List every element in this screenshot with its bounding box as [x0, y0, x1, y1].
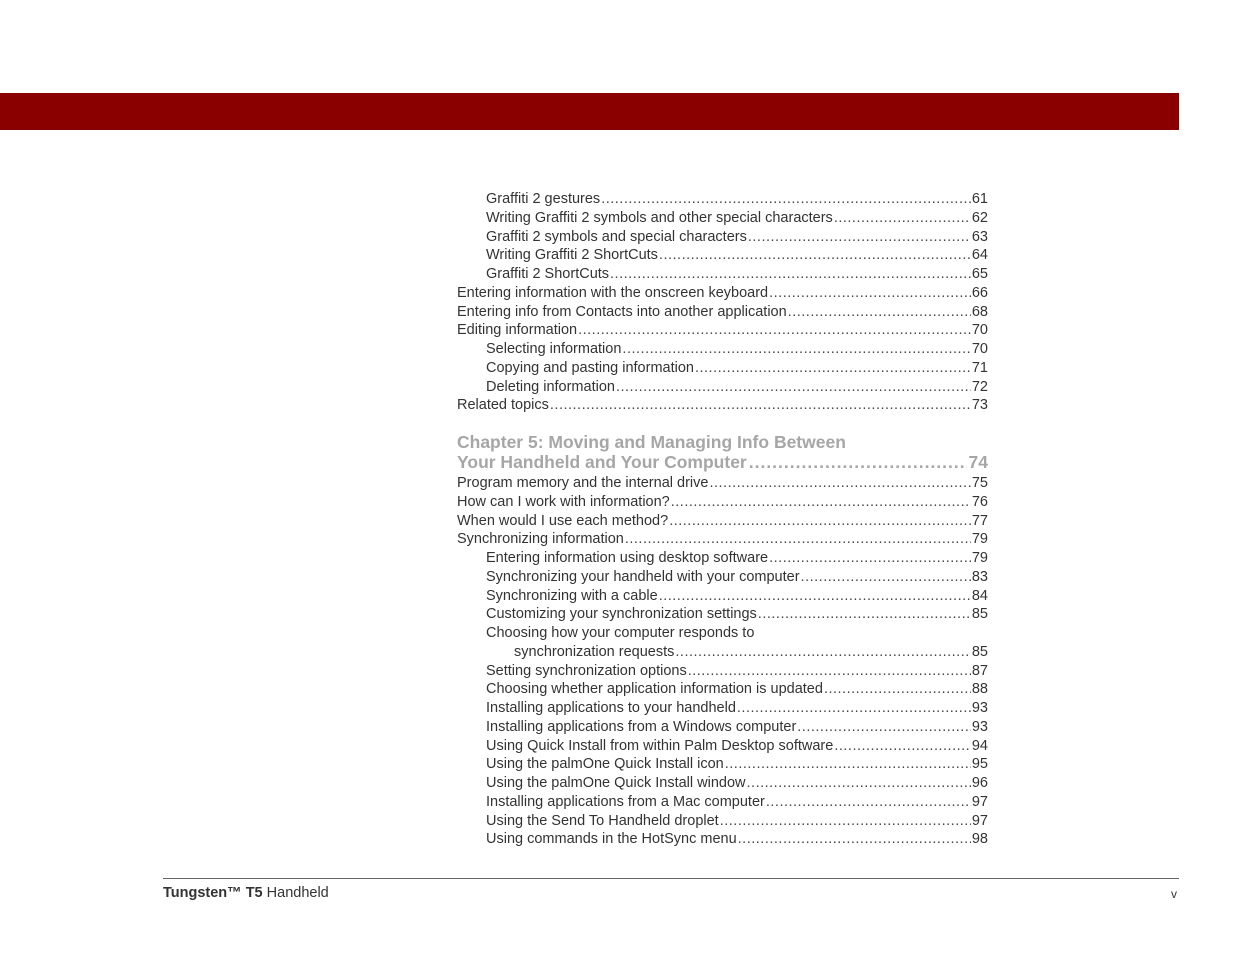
header-band: [0, 93, 1179, 130]
toc-entry[interactable]: [457, 530, 988, 549]
toc-entry-page: 88: [971, 681, 988, 698]
toc-entry[interactable]: [457, 359, 988, 378]
dot-leader: [834, 737, 971, 756]
toc-entry-page: 61: [971, 191, 988, 207]
dot-leader: [601, 190, 971, 209]
dot-leader: [737, 699, 971, 718]
toc-entry[interactable]: [457, 265, 988, 284]
toc-entry-title: Editing information: [457, 322, 578, 339]
toc-entry-title: Using the palmOne Quick Install icon: [486, 756, 724, 773]
chapter-title-line2-text: Your Handheld and Your Computer: [457, 451, 747, 472]
dot-leader: [725, 755, 971, 774]
dot-leader: [695, 359, 971, 378]
dot-leader: [801, 568, 971, 587]
toc-entry[interactable]: [457, 755, 988, 774]
toc-entry-page: 68: [971, 303, 988, 320]
dot-leader: [616, 378, 971, 397]
toc-entry-page: 72: [971, 378, 988, 395]
toc-entry[interactable]: [457, 812, 988, 831]
toc-entry[interactable]: [457, 246, 988, 265]
toc-entry-page: 71: [971, 359, 988, 376]
toc-entry-title: Using the Send To Handheld droplet: [486, 812, 719, 829]
toc-entry-title: Using the palmOne Quick Install window: [486, 775, 746, 791]
toc-section-chapter-4: [457, 190, 988, 415]
toc-entry-title: Customizing your synchronization settings: [486, 606, 757, 623]
toc-entry-page: 70: [971, 341, 988, 357]
toc-entry-title: Writing Graffiti 2 symbols and other special characters: [486, 209, 833, 226]
dot-leader: [824, 680, 971, 699]
toc-entry-title: Setting synchronization options: [486, 662, 687, 679]
toc-entry[interactable]: [457, 549, 988, 568]
toc-entry-title: Copying and pasting information: [486, 359, 694, 376]
toc-entry-title: Related topics: [457, 397, 549, 414]
toc-entry[interactable]: [457, 774, 988, 793]
footer-product-rest: Handheld: [262, 885, 329, 901]
toc-entry-title: Selecting information: [486, 341, 622, 357]
toc-entry-title: Writing Graffiti 2 ShortCuts: [486, 247, 658, 264]
toc-entry[interactable]: [457, 340, 988, 359]
toc-entry[interactable]: [457, 209, 988, 228]
toc-entry-title: Installing applications from a Windows computer: [486, 718, 797, 735]
chapter-title-line2: [457, 453, 988, 473]
toc-entry-page: 77: [971, 512, 988, 529]
toc-entry[interactable]: [457, 643, 988, 662]
dot-leader: [749, 453, 967, 473]
toc-entry-title: Program memory and the internal drive: [457, 475, 709, 491]
toc-entry-title: When would I use each method?: [457, 512, 669, 529]
toc-entry[interactable]: [457, 378, 988, 397]
toc-entry-title: Graffiti 2 ShortCuts: [486, 266, 610, 282]
toc-entry-page: 64: [971, 247, 988, 264]
toc-entry[interactable]: [457, 512, 988, 531]
toc-entry[interactable]: [457, 284, 988, 303]
toc-entry-page: 76: [971, 493, 988, 510]
dot-leader: [769, 549, 971, 568]
dot-leader: [769, 284, 971, 303]
toc-entry-page: 84: [971, 587, 988, 604]
dot-leader: [659, 587, 971, 606]
toc-section-chapter-5: [457, 474, 988, 849]
toc-entry-page: 94: [971, 737, 988, 754]
toc-entry-title: Entering info from Contacts into another application: [457, 303, 787, 320]
dot-leader: [671, 493, 971, 512]
toc-entry[interactable]: [457, 321, 988, 340]
toc-entry-page: 79: [971, 550, 988, 566]
toc-entry[interactable]: [457, 568, 988, 587]
toc-entry-page: 65: [971, 266, 988, 282]
dot-leader: [659, 246, 971, 265]
toc-entry-page: 66: [971, 284, 988, 301]
toc-entry[interactable]: [457, 228, 988, 247]
chapter-page-number: 74: [968, 451, 988, 472]
chapter-title-line1: Chapter 5: Moving and Managing Info Between: [457, 432, 846, 452]
dot-leader: [797, 718, 971, 737]
toc-entry-title: Installing applications to your handheld: [486, 700, 736, 716]
toc-entry-title: Synchronizing information: [457, 531, 624, 548]
dot-leader: [748, 228, 971, 247]
footer-page-number: v: [1171, 887, 1177, 901]
toc-entry-title: Choosing how your computer responds to: [486, 625, 755, 641]
toc-entry-title: Graffiti 2 symbols and special characters: [486, 228, 747, 245]
toc-entry[interactable]: [457, 680, 988, 699]
dot-leader: [738, 830, 971, 849]
toc-entry[interactable]: [457, 793, 988, 812]
toc-entry-page: 83: [971, 568, 988, 585]
toc-entry-page: 62: [971, 209, 988, 226]
toc-entry-page: 98: [971, 831, 988, 848]
chapter-5-heading[interactable]: [457, 433, 988, 472]
dot-leader: [578, 321, 971, 340]
toc-entry[interactable]: [457, 303, 988, 322]
toc-entry-title: Using commands in the HotSync menu: [486, 831, 737, 848]
footer-product-bold: Tungsten™ T5: [163, 885, 263, 901]
dot-leader: [625, 530, 971, 549]
dot-leader: [834, 209, 971, 228]
dot-leader: [669, 512, 971, 531]
toc-entry[interactable]: [457, 474, 988, 493]
toc-entry[interactable]: [457, 605, 988, 624]
toc-entry-title: Installing applications from a Mac computer: [486, 793, 765, 810]
dot-leader: [758, 605, 971, 624]
toc-entry-page: 85: [971, 643, 988, 660]
toc-entry[interactable]: [457, 587, 988, 606]
dot-leader: [550, 396, 971, 415]
toc-entry-page: 73: [971, 397, 988, 414]
toc-entry[interactable]: [457, 493, 988, 512]
toc-entry[interactable]: [457, 396, 988, 415]
toc-entry-title: Using Quick Install from within Palm Desktop software: [486, 737, 834, 754]
toc-entry-page: 93: [971, 700, 988, 716]
toc-entry-page: 97: [971, 793, 988, 810]
toc-entry-title: Synchronizing with a cable: [486, 587, 658, 604]
toc-entry-title: Synchronizing your handheld with your computer: [486, 568, 800, 585]
toc-entry[interactable]: [457, 699, 988, 718]
toc-entry-title: Entering information with the onscreen keyboard: [457, 284, 769, 301]
dot-leader: [610, 265, 971, 284]
dot-leader: [622, 340, 970, 359]
toc-entry-page: 63: [971, 228, 988, 245]
toc-entry-title: Entering information using desktop software: [486, 550, 769, 566]
toc-entry-title: Choosing whether application information is updated: [486, 681, 823, 698]
toc-entry[interactable]: [457, 737, 988, 756]
dot-leader: [675, 643, 970, 662]
toc-entry[interactable]: [457, 190, 988, 209]
toc-entry-page: 79: [971, 531, 988, 548]
footer-product-name: [163, 885, 329, 901]
toc-entry-page: 70: [971, 322, 988, 339]
toc-entry-title: Deleting information: [486, 378, 615, 395]
dot-leader: [688, 662, 971, 681]
toc-entry-page: 95: [971, 756, 988, 773]
toc-entry[interactable]: [457, 718, 988, 737]
dot-leader: [788, 303, 971, 322]
toc-entry-title: synchronization requests: [514, 643, 675, 660]
footer-divider: [163, 878, 1179, 879]
toc-entry-page: 97: [971, 812, 988, 829]
dot-leader: [747, 774, 971, 793]
toc-entry-title: Graffiti 2 gestures: [486, 191, 601, 207]
dot-leader: [766, 793, 971, 812]
toc-entry[interactable]: [457, 830, 988, 849]
toc-entry-page: 85: [971, 606, 988, 623]
toc-entry-page: 93: [971, 718, 988, 735]
toc-entry[interactable]: [457, 662, 988, 681]
toc-entry-page: 96: [971, 775, 988, 791]
dot-leader: [709, 474, 970, 493]
table-of-contents: [457, 190, 988, 849]
toc-entry-title: How can I work with information?: [457, 493, 670, 510]
dot-leader: [720, 812, 971, 831]
toc-entry[interactable]: [457, 624, 988, 643]
toc-entry-page: 87: [971, 662, 988, 679]
toc-entry-page: 75: [971, 475, 988, 491]
